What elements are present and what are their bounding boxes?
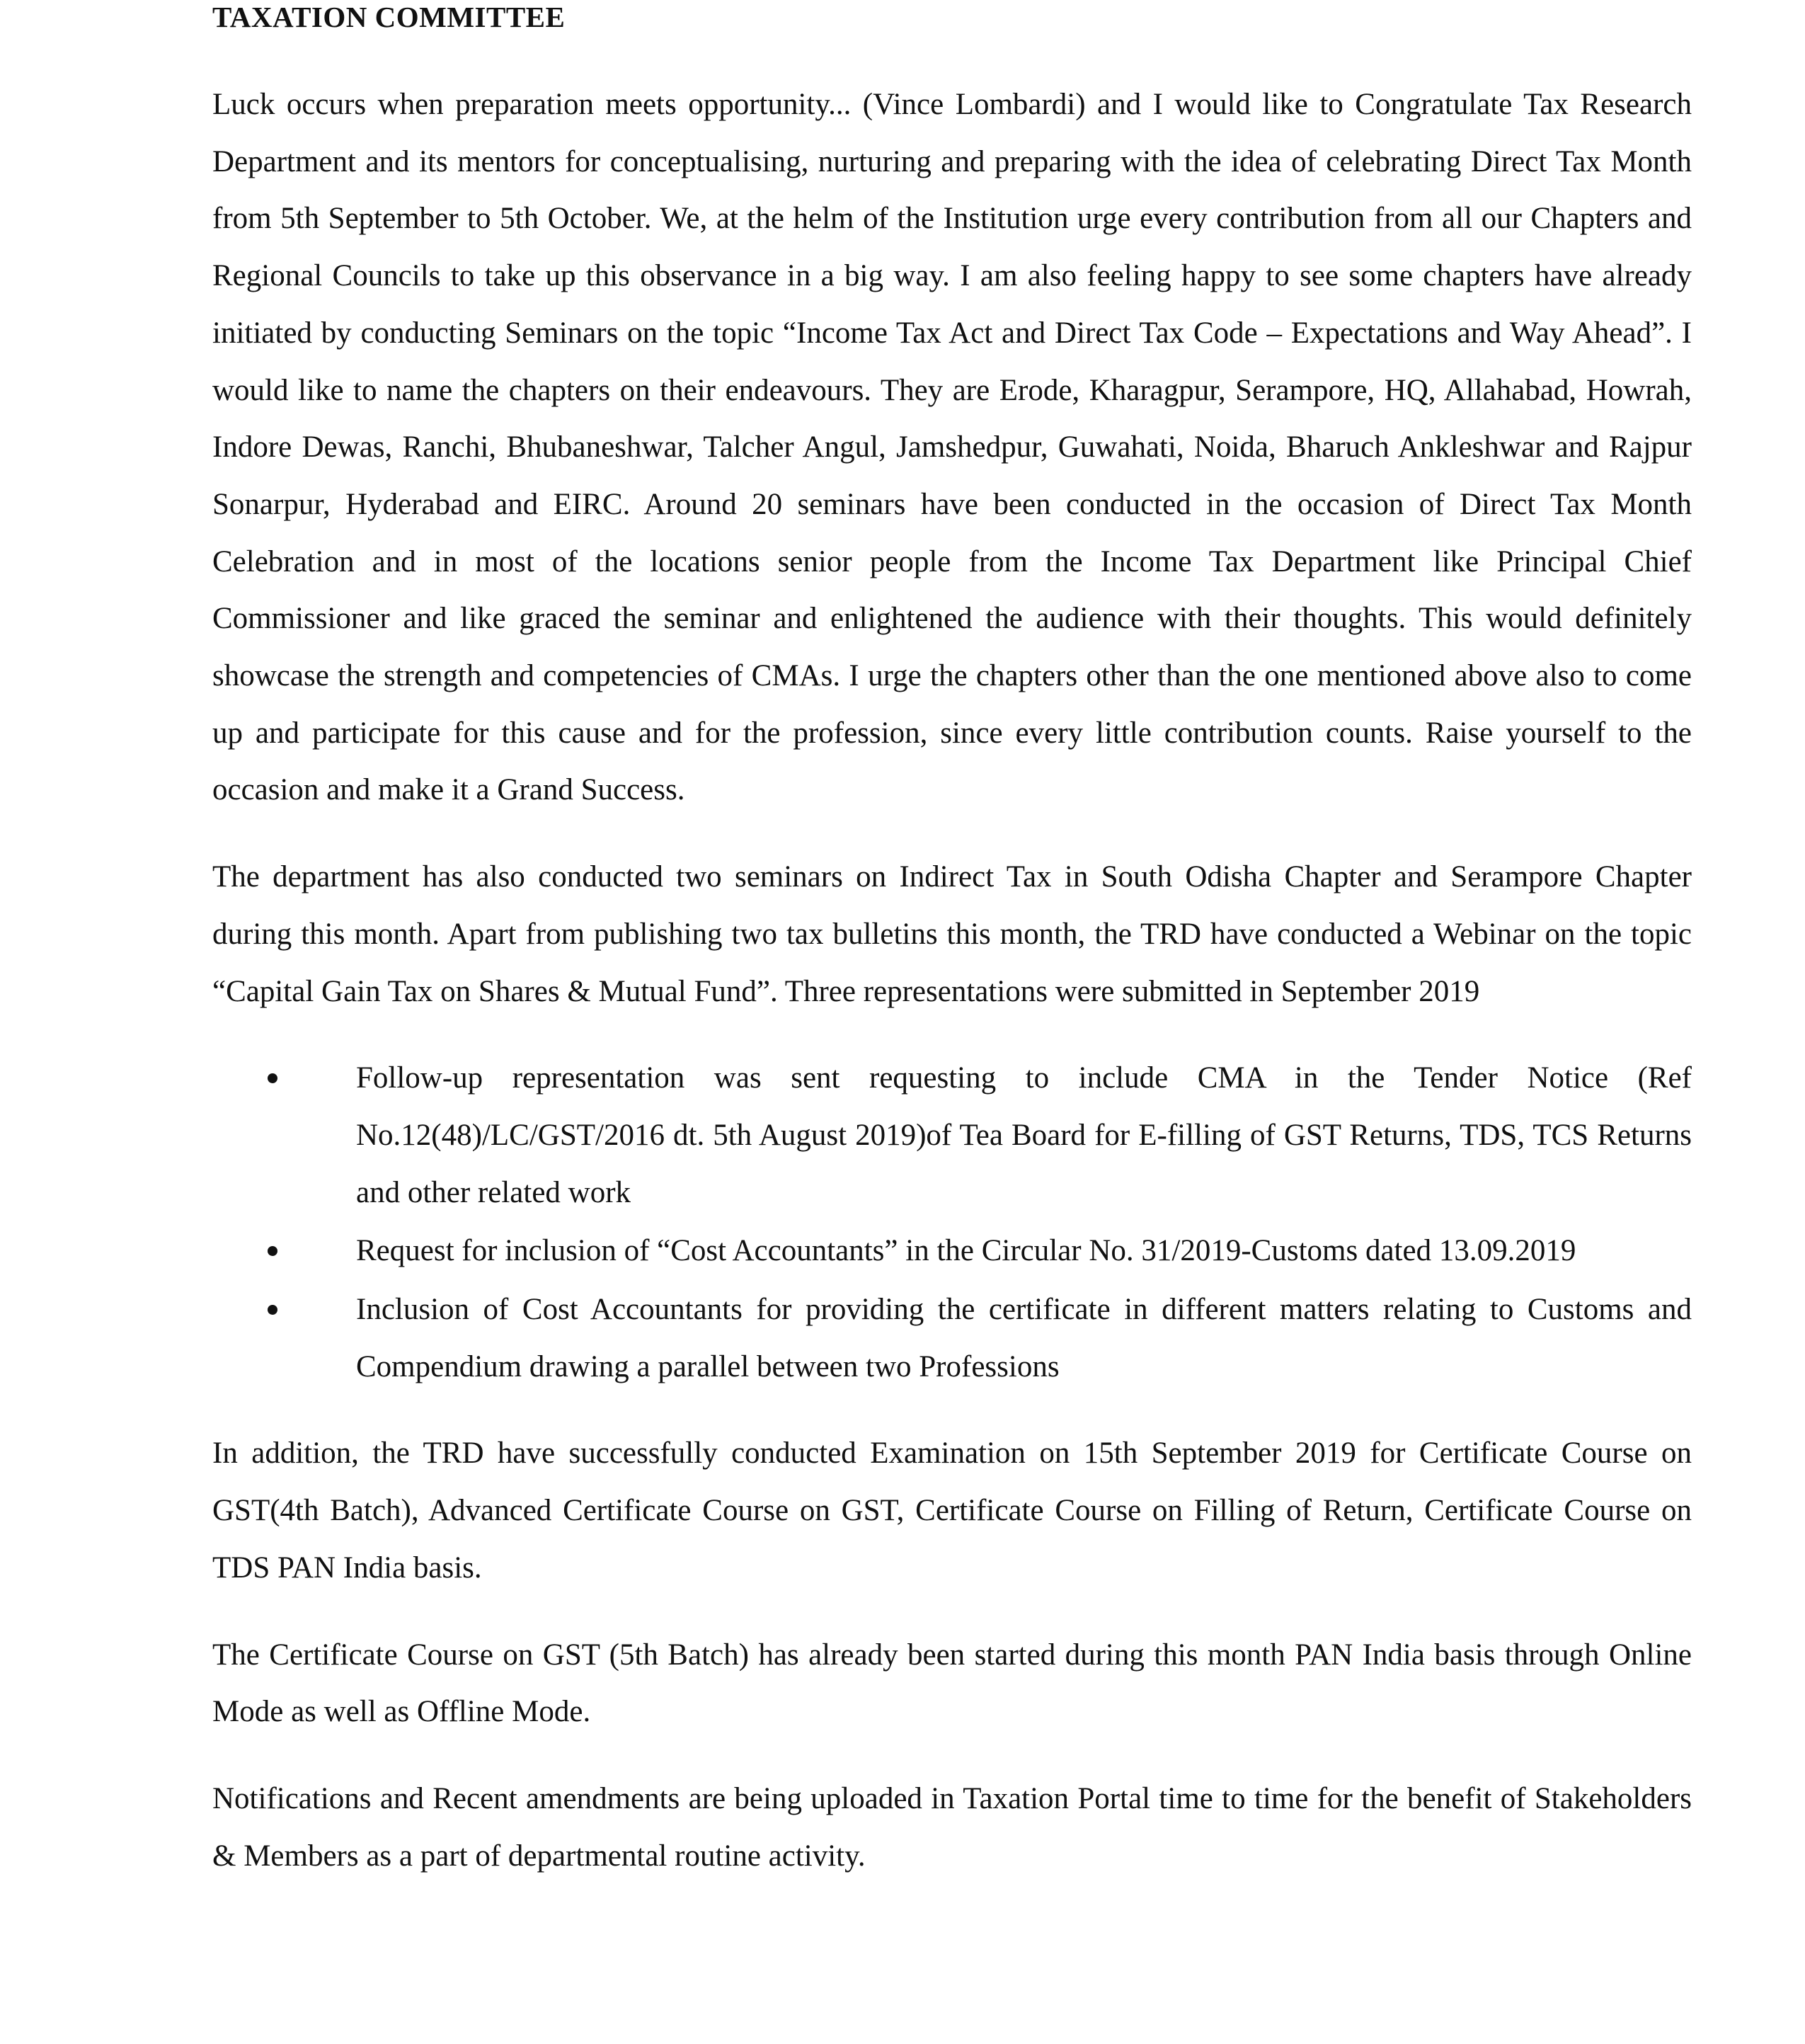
bullet-icon: [268, 1246, 277, 1256]
list-item: [212, 1281, 1692, 1395]
bullet-icon: [268, 1305, 277, 1315]
document-page: [212, 0, 1692, 1885]
paragraph-direct-tax-month: Luck occurs when preparation meets opportunity... (Vince Lombardi) and I would like to Congratulate Tax Research Department and its mentors for conceptualising, nurturing and preparing with the idea of celebrating Direct Tax Month from 5th September to 5th October. We, at the helm of the Institution urge every contribution from all our Chapters and Regional Councils to take up this observance in a big way. I am also feeling happy to see some chapters have already initiated by conducting Seminars on the topic “Income Tax Act and Direct Tax Code – Expectations and Way Ahead”. I would like to name the chapters on their endeavours. They are Erode, Kharagpur, Serampore, HQ, Allahabad, Howrah, Indore Dewas, Ranchi, Bhubaneshwar, Talcher Angul, Jamshedpur, Guwahati, Noida, Bharuch Ankleshwar and Rajpur Sonarpur, Hyderabad and EIRC. Around 20 seminars have been conducted in the occasion of Direct Tax Month Celebration and in most of the locations senior people from the Income Tax Department like Principal Chief Commissioner and like graced the seminar and enlightened the audience with their thoughts. This would definitely showcase the strength and competencies of CMAs. I urge the chapters other than the one mentioned above also to come up and participate for this cause and for the profession, since every little contribution counts. Raise yourself to the occasion and make it a Grand Success.: [212, 88, 1692, 807]
bullet-icon: [268, 1073, 277, 1083]
document-heading: TAXATION COMMITTEE: [212, 1, 566, 33]
list-item-text: Follow-up representation was sent requesting to include CMA in the Tender Notice (Ref No.12(48)/LC/GST/2016 dt. 5th August 2019)of Tea Board for E-filling of GST Returns, TDS, TCS Returns and other related work: [356, 1061, 1692, 1209]
list-item-text: Inclusion of Cost Accountants for providing the certificate in different matters relating to Customs and Compendium drawing a parallel between two Professions: [356, 1293, 1692, 1383]
list-item-text: Request for inclusion of “Cost Accountants” in the Circular No. 31/2019-Customs dated 13.09.2019: [356, 1234, 1576, 1268]
paragraph-indirect-tax-seminars: The department has also conducted two seminars on Indirect Tax in South Odisha Chapter and Serampore Chapter during this month. Apart from publishing two tax bulletins this month, the TRD have conducted a Webinar on the topic “Capital Gain Tax on Shares & Mutual Fund”. Three representations were submitted in September 2019: [212, 860, 1692, 1008]
representations-list: [212, 1050, 1692, 1395]
list-item: [212, 1050, 1692, 1221]
list-item: [212, 1223, 1692, 1280]
paragraph-gst-course: The Certificate Course on GST (5th Batch) has already been started during this month PAN India basis through Online Mode as well as Offline Mode.: [212, 1638, 1692, 1729]
paragraph-examinations: In addition, the TRD have successfully conducted Examination on 15th September 2019 for Certificate Course on GST(4th Batch), Advanced Certificate Course on GST, Certificate Course on Filling of Return, Certificate Course on TDS PAN India basis.: [212, 1437, 1692, 1585]
paragraph-notifications: Notifications and Recent amendments are being uploaded in Taxation Portal time to time for the benefit of Stakeholders & Members as a part of departmental routine activity.: [212, 1781, 1692, 1873]
